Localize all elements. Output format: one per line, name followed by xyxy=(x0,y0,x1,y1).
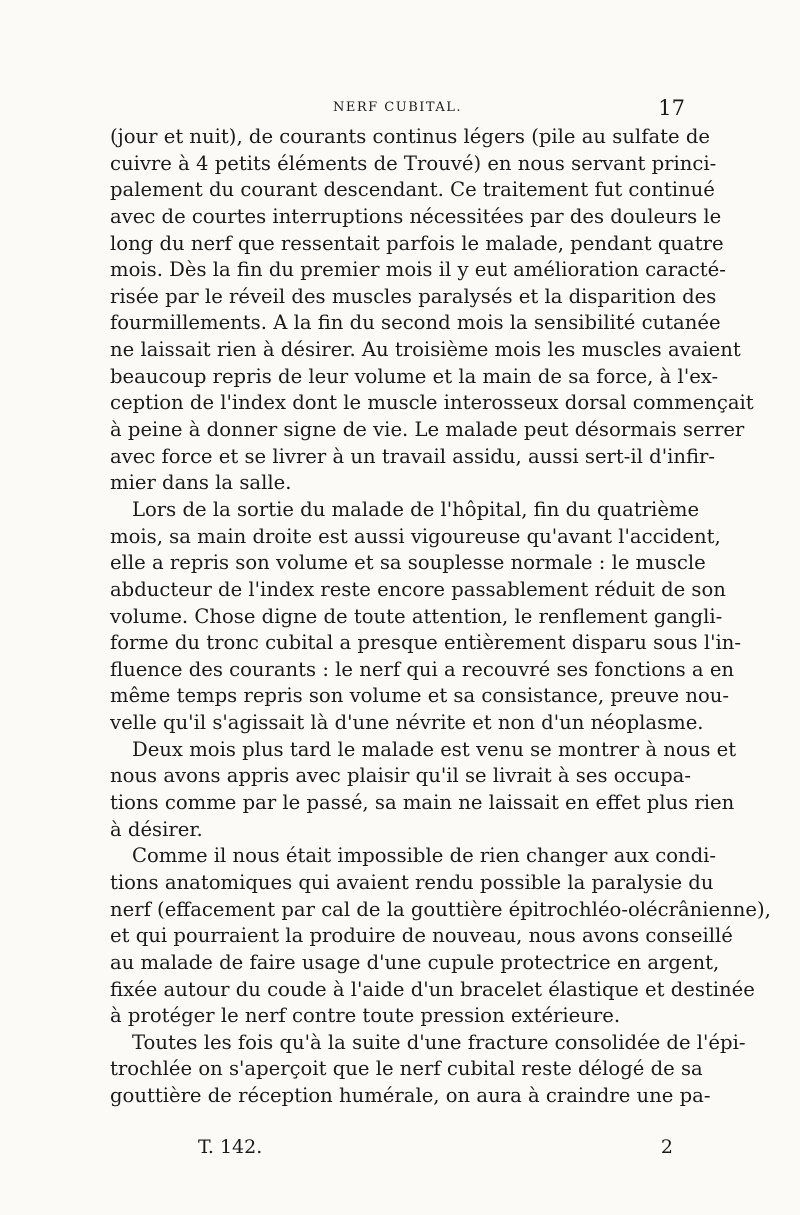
text-line: fourmillements. A la fin du second mois la sensibilité cutanée xyxy=(110,311,721,335)
sheet-number: 2 xyxy=(660,1136,673,1158)
text-line: même temps repris son volume et sa consistance, preuve nou- xyxy=(110,684,730,708)
text-line: nerf (effacement par cal de la gouttière épitrochléo-olécrânienne), xyxy=(110,897,771,921)
text-line: fixée autour du coude à l'aide d'un bracelet élastique et destinée xyxy=(110,977,755,1001)
page-header xyxy=(110,96,685,120)
text-line: nous avons appris avec plaisir qu'il se livrait à ses occupa- xyxy=(110,764,691,788)
text-line: Deux mois plus tard le malade est venu se montrer à nous et xyxy=(132,737,737,761)
text-line: mier dans la salle. xyxy=(110,471,292,495)
text-line: elle a repris son volume et sa souplesse normale : le muscle xyxy=(110,551,706,575)
text-line: long du nerf que ressentait parfois le malade, pendant quatre xyxy=(110,231,724,255)
text-line: au malade de faire usage d'une cupule protectrice en argent, xyxy=(110,950,720,974)
text-line: à protéger le nerf contre toute pression extérieure. xyxy=(110,1004,621,1028)
text-line: abducteur de l'index reste encore passablement réduit de son xyxy=(110,577,726,601)
text-line: à peine à donner signe de vie. Le malade peut désormais serrer xyxy=(110,418,745,442)
text-line: Lors de la sortie du malade de l'hôpital, fin du quatrième xyxy=(132,497,700,521)
text-line: tions comme par le passé, sa main ne laissait en effet plus rien xyxy=(110,791,735,815)
text-line: ception de l'index dont le muscle interosseux dorsal commençait xyxy=(110,391,754,415)
text-line: gouttière de réception humérale, on aura à craindre une pa- xyxy=(110,1084,711,1108)
text-line: avec de courtes interruptions nécessitées par des douleurs le xyxy=(110,204,722,228)
text-line: tions anatomiques qui avaient rendu possible la paralysie du xyxy=(110,870,714,894)
body-text xyxy=(110,124,771,1110)
text-line: palement du courant descendant. Ce traitement fut continué xyxy=(110,178,715,202)
running-title: NERF CUBITAL. xyxy=(332,100,462,115)
text-line: risée par le réveil des muscles paralysés et la disparition des xyxy=(110,284,717,308)
text-line: à désirer. xyxy=(110,817,203,841)
text-line: Comme il nous était impossible de rien changer aux condi- xyxy=(132,844,717,868)
text-line: forme du tronc cubital a presque entièrement disparu sous l'in- xyxy=(110,631,741,655)
text-line: beaucoup repris de leur volume et la main de sa force, à l'ex- xyxy=(110,364,719,388)
text-line: ne laissait rien à désirer. Au troisième mois les muscles avaient xyxy=(110,338,741,362)
text-line: fluence des courants : le nerf qui a recouvré ses fonctions a en xyxy=(110,657,735,681)
text-line: et qui pourraient la produire de nouveau, nous avons conseillé xyxy=(110,924,733,948)
text-line: Toutes les fois qu'à la suite d'une fracture consolidée de l'épi- xyxy=(132,1030,746,1054)
text-line: mois, sa main droite est aussi vigoureuse qu'avant l'accident, xyxy=(110,524,721,548)
text-line: avec force et se livrer à un travail assidu, aussi sert-il d'infir- xyxy=(110,444,716,468)
text-line: mois. Dès la fin du premier mois il y eut amélioration caracté- xyxy=(110,258,726,282)
printer-signature: T. 142. xyxy=(198,1136,263,1158)
page-footer xyxy=(110,1136,685,1162)
text-line: trochlée on s'aperçoit que le nerf cubital reste délogé de sa xyxy=(110,1057,703,1081)
text-line: (jour et nuit), de courants continus légers (pile au sulfate de xyxy=(110,125,710,148)
text-line: velle qu'il s'agissait là d'une névrite et non d'un néoplasme. xyxy=(110,711,704,735)
page-number: 17 xyxy=(658,96,685,120)
text-line: cuivre à 4 petits éléments de Trouvé) en nous servant princi- xyxy=(110,151,717,175)
text-line: volume. Chose digne de toute attention, le renflement gangli- xyxy=(110,604,723,628)
